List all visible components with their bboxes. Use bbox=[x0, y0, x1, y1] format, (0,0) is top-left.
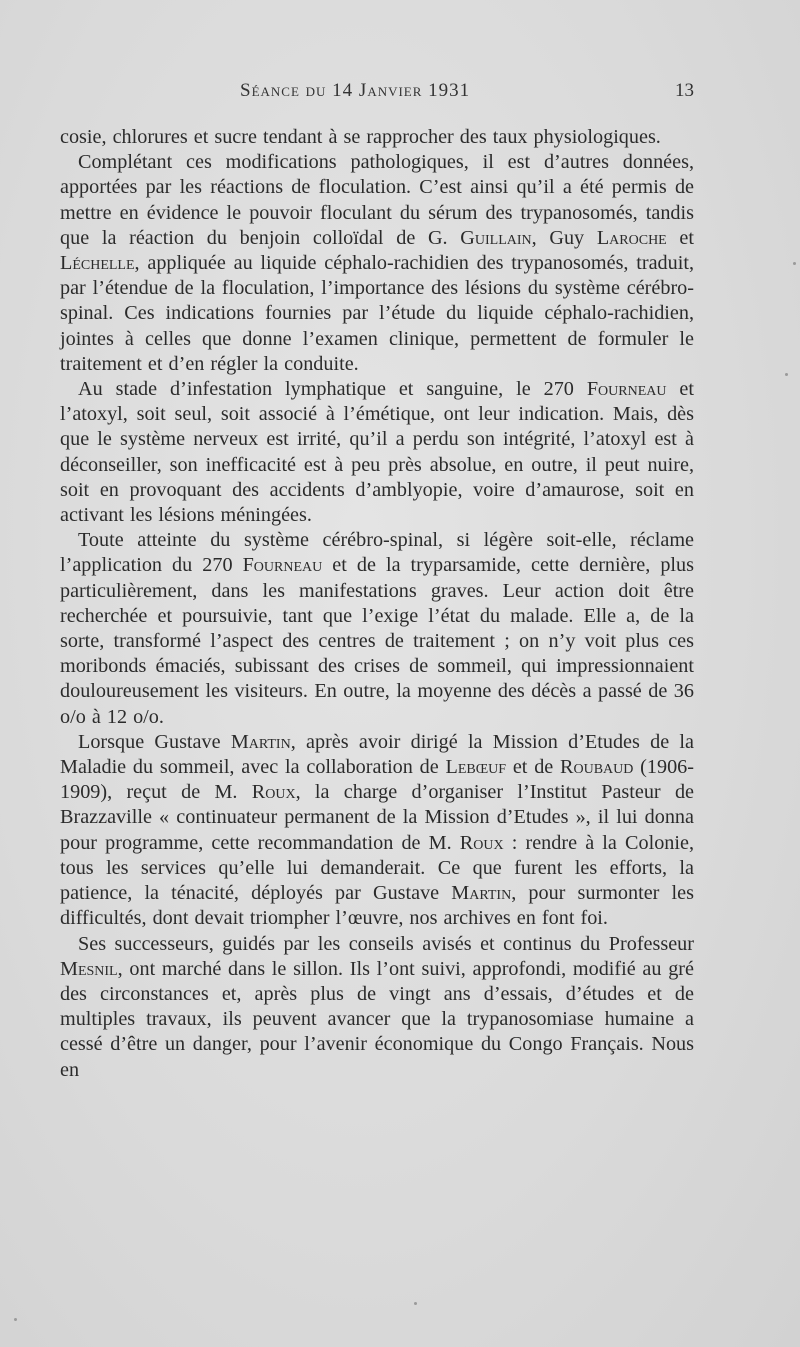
text-run: et de la tryparsamide, cette dernière, plus particulièrement, dans les manifestations graves. Leur action doit être recherchée et poursuivie, tant que l’exige l’état du malade. Elle a, de la sorte, transformé l’aspect des centres de traitement ; on n’y voit plus ces moribonds émaciés, subissant des crises de sommeil, qui impressionnaient douloureusement les visiteurs. En outre, la moyenne des décès a passé de 36 o/o à 12 o/o. bbox=[60, 554, 694, 728]
paper-speck bbox=[793, 262, 796, 265]
author-name: Roux bbox=[459, 831, 504, 854]
author-name: Martin bbox=[230, 730, 291, 753]
paragraph-5 bbox=[60, 730, 694, 932]
author-name: Martin bbox=[451, 882, 512, 905]
text-run: cosie, chlorures et sucre tendant à se rapprocher des taux physiologiques. bbox=[60, 126, 661, 148]
running-head bbox=[60, 80, 694, 110]
text-run: et de bbox=[506, 756, 561, 779]
author-name: Léchelle bbox=[60, 252, 135, 275]
paragraph-1 bbox=[60, 125, 694, 150]
paper-speck bbox=[785, 373, 788, 376]
author-name: Roubaud bbox=[560, 756, 634, 779]
author-name: Guillain bbox=[460, 226, 532, 249]
author-name: Fourneau bbox=[242, 554, 323, 577]
paragraph-2 bbox=[60, 150, 694, 377]
author-name: Lebœuf bbox=[445, 756, 507, 779]
text-run: : rendre à la Colonie, tous les services qu’elle lui demanderait. Ce que furent les efforts, la patience, la ténacité, déployés par Gustave bbox=[60, 831, 694, 905]
text-run: et l’atoxyl, soit seul, soit associé à l’émétique, ont leur indication. Mais, dès que le système nerveux est irrité, qu’il a perdu son intégrité, l’atoxyl est à déconseiller, son inefficacité est à peu près absolue, en outre, il peut nuire, soit en provoquant des accidents d’amblyopie, voire d’amaurose, soit en activant les lésions méningées. bbox=[60, 378, 695, 527]
text-run: Lorsque Gustave bbox=[78, 730, 231, 753]
page-number: 13 bbox=[675, 80, 694, 101]
text-run: Au stade d’infestation lymphatique et sanguine, le 270 bbox=[78, 378, 587, 401]
paper-speck bbox=[14, 1318, 17, 1321]
paper-speck bbox=[414, 1302, 417, 1305]
author-name: Roux bbox=[251, 781, 296, 804]
text-run: , la charge d’organiser l’Institut Pasteur de Brazzaville « continuateur permanent de la Mission d’Etudes », il lui donna pour programme, cette recommandation de M. bbox=[60, 781, 695, 854]
text-run: , après avoir dirigé la Mission d’Etudes de la Maladie du sommeil, avec la collaboration de bbox=[60, 730, 694, 779]
paragraph-6 bbox=[60, 932, 694, 1083]
text-run: et bbox=[666, 226, 694, 249]
text-run: Ses successeurs, guidés par les conseils avisés et continus du Professeur bbox=[78, 932, 694, 955]
author-name: Laroche bbox=[596, 226, 667, 249]
text-run: Toute atteinte du système cérébro-spinal, si légère soit-elle, réclame l’application du 270 bbox=[60, 529, 694, 577]
text-run: , ont marché dans le sillon. Ils l’ont suivi, approfondi, modifié au gré des circonstances et, après plus de vingt ans d’essais, d’études et de multiples travaux, ils peuvent avancer que la trypanosomiase humaine a cessé d’être un danger, pour l’avenir économique du Congo Français. Nous en bbox=[60, 957, 694, 1081]
text-run: (1906-1909), reçut de M. bbox=[60, 756, 694, 804]
text-run: , pour surmonter les difficultés, dont devait triompher l’œuvre, nos archives en font foi. bbox=[60, 882, 694, 930]
running-title: Séance du 14 Janvier 1931 bbox=[240, 80, 471, 101]
paragraph-4 bbox=[60, 528, 694, 730]
text-run: , Guy bbox=[531, 226, 597, 249]
paragraph-3 bbox=[60, 377, 694, 528]
text-run: , appliquée au liquide céphalo-rachidien des trypanosomés, traduit, par l’étendue de la floculation, l’importance des lésions du système cérébro-spinal. Ces indications fournies par l’étude du liquide céphalo-rachidien, jointes à celles que donne l’examen clinique, permettent de formuler le traitement et d’en régler la conduite. bbox=[60, 252, 694, 375]
author-name: Mesnil bbox=[60, 957, 118, 980]
author-name: Fourneau bbox=[586, 378, 667, 401]
body-text bbox=[60, 125, 694, 1083]
text-run: Complétant ces modifications pathologiques, il est d’autres données, apportées par les réactions de floculation. C’est ainsi qu’il a été permis de mettre en évidence le pouvoir floculant du sérum des trypanosomés, tandis que la réaction du benjoin colloïdal de G. bbox=[60, 151, 694, 249]
